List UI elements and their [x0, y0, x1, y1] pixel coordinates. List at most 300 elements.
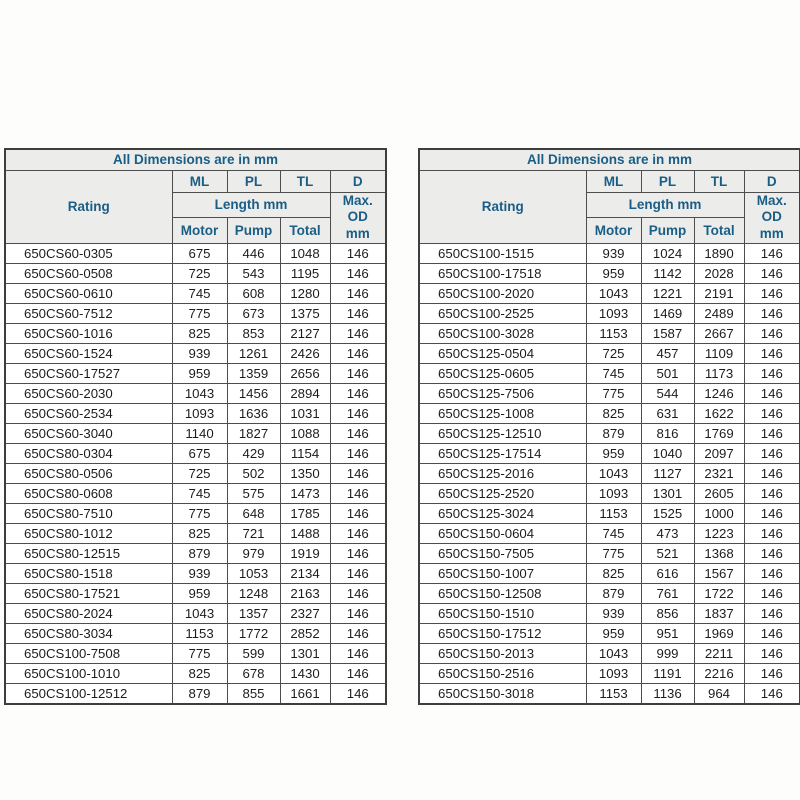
value-cell: 1357	[227, 604, 280, 624]
value-cell: 2163	[280, 584, 330, 604]
value-cell: 2327	[280, 604, 330, 624]
value-cell: 1837	[694, 604, 744, 624]
max-od-label-line2: mm	[759, 226, 784, 242]
value-cell: 959	[172, 584, 227, 604]
table-row	[419, 324, 800, 344]
value-cell: 775	[172, 504, 227, 524]
table-row	[5, 484, 386, 504]
table-row	[5, 544, 386, 564]
value-cell: 429	[227, 444, 280, 464]
value-cell: 2852	[280, 624, 330, 644]
max-od-label-line1: Max. OD	[342, 192, 373, 225]
rating-cell: 650CS60-7512	[5, 304, 172, 324]
value-cell: 1890	[694, 244, 744, 264]
value-cell: 879	[172, 684, 227, 704]
value-cell: 575	[227, 484, 280, 504]
value-cell: 725	[172, 264, 227, 284]
value-cell: 2028	[694, 264, 744, 284]
value-cell: 1093	[586, 484, 641, 504]
rating-cell: 650CS80-17521	[5, 584, 172, 604]
value-cell: 775	[586, 544, 641, 564]
value-cell: 1043	[586, 284, 641, 304]
value-cell: 825	[172, 524, 227, 544]
table-row	[419, 384, 800, 404]
value-cell: 1173	[694, 364, 744, 384]
value-cell: 1153	[586, 504, 641, 524]
table-row	[5, 444, 386, 464]
value-cell: 146	[330, 544, 386, 564]
value-cell: 146	[744, 244, 800, 264]
value-cell: 1261	[227, 344, 280, 364]
value-cell: 146	[744, 564, 800, 584]
dimensions-table-right	[418, 148, 800, 705]
value-cell: 879	[172, 544, 227, 564]
value-cell: 1040	[641, 444, 694, 464]
col-header-total: Total	[280, 218, 330, 244]
table-row	[419, 284, 800, 304]
rating-cell: 650CS125-2016	[419, 464, 586, 484]
rating-cell: 650CS100-17518	[419, 264, 586, 284]
value-cell: 146	[744, 464, 800, 484]
value-cell: 146	[330, 524, 386, 544]
rating-cell: 650CS150-17512	[419, 624, 586, 644]
value-cell: 1093	[586, 664, 641, 684]
value-cell: 1053	[227, 564, 280, 584]
rating-cell: 650CS150-3018	[419, 684, 586, 704]
value-cell: 146	[744, 684, 800, 704]
rating-cell: 650CS60-1016	[5, 324, 172, 344]
value-cell: 146	[744, 264, 800, 284]
value-cell: 675	[172, 244, 227, 264]
rating-cell: 650CS60-2030	[5, 384, 172, 404]
value-cell: 1350	[280, 464, 330, 484]
value-cell: 146	[330, 244, 386, 264]
value-cell: 631	[641, 404, 694, 424]
value-cell: 1093	[586, 304, 641, 324]
value-cell: 502	[227, 464, 280, 484]
value-cell: 675	[172, 444, 227, 464]
col-header-rating: Rating	[419, 170, 586, 244]
col-header-total: Total	[694, 218, 744, 244]
value-cell: 146	[744, 384, 800, 404]
value-cell: 1636	[227, 404, 280, 424]
value-cell: 146	[744, 584, 800, 604]
rating-cell: 650CS60-17527	[5, 364, 172, 384]
table-row	[419, 364, 800, 384]
table-row	[419, 304, 800, 324]
value-cell: 543	[227, 264, 280, 284]
value-cell: 1785	[280, 504, 330, 524]
rating-cell: 650CS60-0508	[5, 264, 172, 284]
value-cell: 1525	[641, 504, 694, 524]
value-cell: 1154	[280, 444, 330, 464]
value-cell: 1473	[280, 484, 330, 504]
table-row	[5, 324, 386, 344]
value-cell: 1969	[694, 624, 744, 644]
value-cell: 146	[744, 424, 800, 444]
table-row	[419, 344, 800, 364]
value-cell: 2667	[694, 324, 744, 344]
col-header-pump: Pump	[227, 218, 280, 244]
value-cell: 146	[330, 624, 386, 644]
value-cell: 745	[172, 284, 227, 304]
value-cell: 1088	[280, 424, 330, 444]
table-row	[419, 444, 800, 464]
rating-cell: 650CS125-0504	[419, 344, 586, 364]
value-cell: 146	[330, 424, 386, 444]
value-cell: 146	[744, 504, 800, 524]
value-cell: 2216	[694, 664, 744, 684]
table-row	[5, 304, 386, 324]
value-cell: 745	[586, 524, 641, 544]
value-cell: 446	[227, 244, 280, 264]
table-row	[419, 404, 800, 424]
rating-cell: 650CS100-3028	[419, 324, 586, 344]
table-row	[419, 464, 800, 484]
value-cell: 1000	[694, 504, 744, 524]
value-cell: 146	[330, 464, 386, 484]
value-cell: 825	[586, 404, 641, 424]
value-cell: 146	[744, 644, 800, 664]
value-cell: 457	[641, 344, 694, 364]
value-cell: 1140	[172, 424, 227, 444]
rating-cell: 650CS150-2516	[419, 664, 586, 684]
value-cell: 1048	[280, 244, 330, 264]
table-body-right	[419, 244, 800, 704]
table-row	[5, 604, 386, 624]
value-cell: 825	[586, 564, 641, 584]
value-cell: 473	[641, 524, 694, 544]
table-row	[5, 524, 386, 544]
value-cell: 745	[172, 484, 227, 504]
value-cell: 825	[172, 664, 227, 684]
value-cell: 146	[330, 584, 386, 604]
value-cell: 146	[744, 664, 800, 684]
value-cell: 146	[330, 284, 386, 304]
table-header-right	[419, 149, 800, 244]
value-cell: 959	[586, 444, 641, 464]
value-cell: 678	[227, 664, 280, 684]
value-cell: 816	[641, 424, 694, 444]
rating-cell: 650CS100-12512	[5, 684, 172, 704]
value-cell: 1043	[172, 604, 227, 624]
value-cell: 146	[744, 324, 800, 344]
value-cell: 1456	[227, 384, 280, 404]
value-cell: 1031	[280, 404, 330, 424]
max-od-label-line1: Max. OD	[756, 192, 787, 225]
table-row	[5, 564, 386, 584]
table-row	[5, 404, 386, 424]
value-cell: 544	[641, 384, 694, 404]
table-row	[5, 624, 386, 644]
value-cell: 1368	[694, 544, 744, 564]
rating-cell: 650CS125-3024	[419, 504, 586, 524]
value-cell: 146	[330, 644, 386, 664]
value-cell: 879	[586, 424, 641, 444]
table-row	[419, 624, 800, 644]
value-cell: 725	[586, 344, 641, 364]
value-cell: 1043	[586, 464, 641, 484]
rating-cell: 650CS60-1524	[5, 344, 172, 364]
value-cell: 825	[172, 324, 227, 344]
value-cell: 146	[330, 364, 386, 384]
table-body-left	[5, 244, 386, 704]
col-header-pl: PL	[641, 170, 694, 192]
value-cell: 1127	[641, 464, 694, 484]
col-group-length: Length mm	[586, 192, 744, 218]
value-cell: 2489	[694, 304, 744, 324]
table-row	[5, 364, 386, 384]
dimension-tables	[4, 148, 800, 702]
col-header-ml: ML	[172, 170, 227, 192]
value-cell: 959	[586, 264, 641, 284]
value-cell: 1246	[694, 384, 744, 404]
rating-cell: 650CS80-0304	[5, 444, 172, 464]
rating-cell: 650CS80-0608	[5, 484, 172, 504]
table-row	[419, 524, 800, 544]
table-title: All Dimensions are in mm	[419, 149, 800, 170]
value-cell: 725	[172, 464, 227, 484]
value-cell: 2426	[280, 344, 330, 364]
rating-cell: 650CS125-0605	[419, 364, 586, 384]
value-cell: 1469	[641, 304, 694, 324]
value-cell: 1488	[280, 524, 330, 544]
col-header-max-od	[744, 192, 800, 244]
value-cell: 939	[172, 564, 227, 584]
value-cell: 2211	[694, 644, 744, 664]
rating-cell: 650CS150-12508	[419, 584, 586, 604]
value-cell: 146	[744, 524, 800, 544]
value-cell: 2191	[694, 284, 744, 304]
value-cell: 146	[330, 564, 386, 584]
value-cell: 853	[227, 324, 280, 344]
max-od-label-line2: mm	[345, 226, 370, 242]
table-row	[419, 584, 800, 604]
value-cell: 146	[744, 544, 800, 564]
table-row	[5, 684, 386, 704]
value-cell: 2127	[280, 324, 330, 344]
table-row	[419, 484, 800, 504]
value-cell: 1043	[172, 384, 227, 404]
value-cell: 1567	[694, 564, 744, 584]
value-cell: 1142	[641, 264, 694, 284]
col-header-motor: Motor	[172, 218, 227, 244]
rating-cell: 650CS150-7505	[419, 544, 586, 564]
value-cell: 146	[330, 264, 386, 284]
table-row	[419, 684, 800, 704]
value-cell: 616	[641, 564, 694, 584]
value-cell: 1919	[280, 544, 330, 564]
rating-cell: 650CS100-1515	[419, 244, 586, 264]
value-cell: 964	[694, 684, 744, 704]
value-cell: 1221	[641, 284, 694, 304]
value-cell: 959	[172, 364, 227, 384]
table-row	[5, 264, 386, 284]
value-cell: 2605	[694, 484, 744, 504]
col-header-motor: Motor	[586, 218, 641, 244]
col-header-max-od	[330, 192, 386, 244]
table-row	[419, 664, 800, 684]
value-cell: 1093	[172, 404, 227, 424]
value-cell: 1153	[586, 324, 641, 344]
value-cell: 855	[227, 684, 280, 704]
table-row	[419, 504, 800, 524]
table-row	[419, 424, 800, 444]
table-row	[5, 284, 386, 304]
rating-cell: 650CS125-17514	[419, 444, 586, 464]
value-cell: 146	[744, 284, 800, 304]
value-cell: 979	[227, 544, 280, 564]
value-cell: 146	[744, 624, 800, 644]
value-cell: 146	[330, 324, 386, 344]
value-cell: 1827	[227, 424, 280, 444]
table-row	[5, 644, 386, 664]
col-group-length: Length mm	[172, 192, 330, 218]
rating-cell: 650CS60-0610	[5, 284, 172, 304]
value-cell: 2097	[694, 444, 744, 464]
rating-cell: 650CS125-7506	[419, 384, 586, 404]
rating-cell: 650CS100-7508	[5, 644, 172, 664]
table-row	[419, 564, 800, 584]
rating-cell: 650CS80-3034	[5, 624, 172, 644]
value-cell: 1153	[172, 624, 227, 644]
value-cell: 146	[330, 444, 386, 464]
col-header-pl: PL	[227, 170, 280, 192]
value-cell: 146	[744, 364, 800, 384]
value-cell: 1301	[641, 484, 694, 504]
value-cell: 608	[227, 284, 280, 304]
value-cell: 2321	[694, 464, 744, 484]
table-row	[5, 504, 386, 524]
value-cell: 1769	[694, 424, 744, 444]
value-cell: 775	[586, 384, 641, 404]
value-cell: 1248	[227, 584, 280, 604]
value-cell: 146	[330, 684, 386, 704]
table-row	[419, 644, 800, 664]
value-cell: 1153	[586, 684, 641, 704]
rating-cell: 650CS60-0305	[5, 244, 172, 264]
value-cell: 856	[641, 604, 694, 624]
rating-cell: 650CS150-1007	[419, 564, 586, 584]
value-cell: 879	[586, 584, 641, 604]
value-cell: 1430	[280, 664, 330, 684]
col-header-d: D	[330, 170, 386, 192]
col-header-tl: TL	[694, 170, 744, 192]
value-cell: 146	[330, 344, 386, 364]
table-header-left	[5, 149, 386, 244]
value-cell: 951	[641, 624, 694, 644]
value-cell: 501	[641, 364, 694, 384]
value-cell: 1195	[280, 264, 330, 284]
table-row	[419, 244, 800, 264]
value-cell: 999	[641, 644, 694, 664]
rating-cell: 650CS125-12510	[419, 424, 586, 444]
value-cell: 1191	[641, 664, 694, 684]
rating-cell: 650CS60-2534	[5, 404, 172, 424]
value-cell: 146	[330, 604, 386, 624]
table-row	[419, 544, 800, 564]
value-cell: 673	[227, 304, 280, 324]
value-cell: 521	[641, 544, 694, 564]
value-cell: 146	[744, 304, 800, 324]
value-cell: 1301	[280, 644, 330, 664]
value-cell: 1772	[227, 624, 280, 644]
table-row	[5, 464, 386, 484]
value-cell: 939	[586, 244, 641, 264]
value-cell: 775	[172, 644, 227, 664]
col-header-pump: Pump	[641, 218, 694, 244]
value-cell: 761	[641, 584, 694, 604]
rating-cell: 650CS150-0604	[419, 524, 586, 544]
value-cell: 1375	[280, 304, 330, 324]
rating-cell: 650CS100-1010	[5, 664, 172, 684]
value-cell: 648	[227, 504, 280, 524]
table-row	[5, 664, 386, 684]
value-cell: 146	[330, 304, 386, 324]
rating-cell: 650CS150-1510	[419, 604, 586, 624]
value-cell: 939	[586, 604, 641, 624]
table-row	[5, 244, 386, 264]
value-cell: 1722	[694, 584, 744, 604]
value-cell: 146	[330, 484, 386, 504]
value-cell: 146	[744, 604, 800, 624]
value-cell: 1280	[280, 284, 330, 304]
value-cell: 2894	[280, 384, 330, 404]
rating-cell: 650CS80-2024	[5, 604, 172, 624]
rating-cell: 650CS100-2020	[419, 284, 586, 304]
rating-cell: 650CS100-2525	[419, 304, 586, 324]
value-cell: 146	[744, 484, 800, 504]
table-title: All Dimensions are in mm	[5, 149, 386, 170]
rating-cell: 650CS80-12515	[5, 544, 172, 564]
table-row	[5, 344, 386, 364]
value-cell: 1136	[641, 684, 694, 704]
value-cell: 939	[172, 344, 227, 364]
value-cell: 146	[744, 444, 800, 464]
rating-cell: 650CS150-2013	[419, 644, 586, 664]
rating-cell: 650CS125-1008	[419, 404, 586, 424]
col-header-tl: TL	[280, 170, 330, 192]
value-cell: 1109	[694, 344, 744, 364]
value-cell: 146	[744, 404, 800, 424]
col-header-ml: ML	[586, 170, 641, 192]
value-cell: 146	[744, 344, 800, 364]
value-cell: 146	[330, 504, 386, 524]
value-cell: 146	[330, 384, 386, 404]
value-cell: 1661	[280, 684, 330, 704]
value-cell: 1043	[586, 644, 641, 664]
table-row	[419, 604, 800, 624]
value-cell: 1587	[641, 324, 694, 344]
value-cell: 2134	[280, 564, 330, 584]
value-cell: 146	[330, 404, 386, 424]
rating-cell: 650CS125-2520	[419, 484, 586, 504]
rating-cell: 650CS60-3040	[5, 424, 172, 444]
value-cell: 1024	[641, 244, 694, 264]
rating-cell: 650CS80-1518	[5, 564, 172, 584]
value-cell: 1359	[227, 364, 280, 384]
rating-cell: 650CS80-0506	[5, 464, 172, 484]
col-header-rating: Rating	[5, 170, 172, 244]
value-cell: 721	[227, 524, 280, 544]
value-cell: 146	[330, 664, 386, 684]
value-cell: 1622	[694, 404, 744, 424]
table-row	[5, 584, 386, 604]
rating-cell: 650CS80-1012	[5, 524, 172, 544]
value-cell: 2656	[280, 364, 330, 384]
table-row	[419, 264, 800, 284]
value-cell: 959	[586, 624, 641, 644]
